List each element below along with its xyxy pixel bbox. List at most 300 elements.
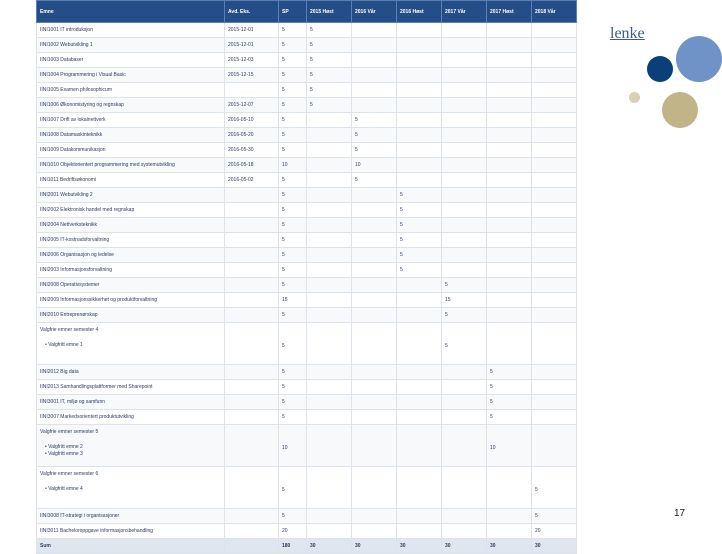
semester-credits-cell [487,173,532,188]
credits-cell: 5 [279,68,307,83]
course-name-cell [37,143,225,158]
semester-credits-cell [397,509,442,524]
semester-credits-cell [352,293,397,308]
semester-credits-cell [307,308,352,323]
semester-credits-cell: 5 [487,365,532,380]
semester-credits-cell [307,173,352,188]
credits-cell: 5 [279,263,307,278]
course-name: IINI3001 IT, miljø og samfunn [40,399,106,405]
exam-date-cell [225,218,279,233]
credits-cell: 5 [279,323,307,365]
lenke-link[interactable]: lenke [610,25,645,42]
table-row [37,173,577,188]
semester-credits-cell [352,68,397,83]
semester-credits-cell: 20 [532,524,577,539]
semester-credits-cell [442,509,487,524]
semester-credits-cell [307,248,352,263]
exam-date-cell [225,380,279,395]
course-name: IINI3011 Bacheloroppgave informasjonsbehandling [40,528,154,534]
semester-credits-cell [487,218,532,233]
course-name-cell [37,158,225,173]
semester-credits-cell: 30 [442,539,487,554]
semester-credits-cell [352,410,397,425]
semester-credits-cell [442,68,487,83]
semester-credits-cell: 5 [442,323,487,365]
semester-credits-cell [397,173,442,188]
semester-credits-cell [352,38,397,53]
semester-credits-cell [442,395,487,410]
semester-credits-cell [442,248,487,263]
credits-cell: 5 [279,23,307,38]
course-name-cell [37,98,225,113]
course-name: IINI2008 Operativsystemer [40,282,100,288]
semester-credits-cell [532,23,577,38]
semester-credits-cell [442,53,487,68]
table-row [37,380,577,395]
exam-date-cell [225,425,279,467]
semester-credits-cell [442,203,487,218]
semester-credits-cell [487,143,532,158]
exam-date-cell [225,278,279,293]
semester-credits-cell [397,83,442,98]
elective-item: • Valgfritt emne 3 [45,451,83,457]
semester-credits-cell [442,98,487,113]
table-row [37,233,577,248]
course-name-cell [37,173,225,188]
semester-credits-cell [307,113,352,128]
credits-cell: 5 [279,410,307,425]
exam-date-cell [225,233,279,248]
column-header: Avd. Eks. [225,1,279,23]
course-name: Valgfrie emner semester 5 [40,429,99,435]
elective-item: • Valgfritt emne 2 [45,444,83,450]
credits-cell: 180 [279,539,307,554]
semester-credits-cell: 5 [397,233,442,248]
semester-credits-cell [442,524,487,539]
semester-credits-cell [397,68,442,83]
course-name-cell [37,233,225,248]
credits-cell: 20 [279,524,307,539]
semester-credits-cell [352,23,397,38]
semester-credits-cell: 30 [397,539,442,554]
semester-credits-cell [532,395,577,410]
column-header: SP [279,1,307,23]
course-name: IINI1006 Økonomistyring og regnskap [40,102,124,108]
semester-credits-cell: 5 [352,143,397,158]
semester-credits-cell [397,380,442,395]
semester-credits-cell: 5 [307,23,352,38]
semester-credits-cell [442,425,487,467]
semester-credits-cell [487,278,532,293]
credits-cell: 5 [279,38,307,53]
course-name-cell [37,293,225,308]
semester-credits-cell [352,467,397,509]
course-name: IINI2013 Samhandlingsplattformer med Sharepoint [40,384,153,390]
semester-credits-cell: 30 [487,539,532,554]
credits-cell: 5 [279,467,307,509]
exam-date-cell: 2016-05-02 [225,173,279,188]
semester-credits-cell [487,83,532,98]
semester-credits-cell [397,425,442,467]
semester-credits-cell [397,524,442,539]
course-name: IINI2004 Nettverksteknikk [40,222,97,228]
course-name-cell [37,263,225,278]
semester-credits-cell [397,365,442,380]
page-number: 17 [674,508,686,519]
table-row [37,98,577,113]
table-row [37,38,577,53]
semester-credits-cell [532,188,577,203]
exam-date-cell: 2015-12-01 [225,23,279,38]
semester-credits-cell [532,143,577,158]
course-name: IINI2003 Informasjonsforvaltning [40,267,112,273]
semester-credits-cell [352,263,397,278]
semester-credits-cell: 5 [307,83,352,98]
credits-cell: 5 [279,218,307,233]
semester-credits-cell [352,524,397,539]
semester-credits-cell [487,293,532,308]
semester-credits-cell: 5 [307,98,352,113]
semester-credits-cell [532,53,577,68]
semester-credits-cell [487,113,532,128]
table-row [37,365,577,380]
semester-credits-cell [532,248,577,263]
course-name: IINI1003 Databaser [40,57,84,63]
course-name-cell [37,113,225,128]
course-name-cell [37,410,225,425]
semester-credits-cell [352,83,397,98]
semester-credits-cell [352,425,397,467]
semester-credits-cell [307,395,352,410]
course-name: IINI2006 Organisasjon og ledelse [40,252,114,258]
semester-credits-cell [487,509,532,524]
course-name: IINI3007 Markedsorientert produktutvikling [40,414,134,420]
course-name-cell [37,83,225,98]
semester-credits-cell [307,524,352,539]
semester-credits-cell [487,233,532,248]
semester-credits-cell: 5 [307,38,352,53]
course-name-cell [37,248,225,263]
exam-date-cell [225,83,279,98]
semester-credits-cell [352,98,397,113]
semester-credits-cell: 5 [352,113,397,128]
semester-credits-cell [397,98,442,113]
semester-credits-cell [397,113,442,128]
semester-credits-cell [532,68,577,83]
exam-date-cell: 2015-12-15 [225,68,279,83]
semester-credits-cell [397,308,442,323]
semester-credits-cell [532,308,577,323]
semester-credits-cell [532,38,577,53]
credits-cell: 5 [279,395,307,410]
table-row [37,113,577,128]
semester-credits-cell [532,173,577,188]
semester-credits-cell [442,158,487,173]
semester-credits-cell [487,53,532,68]
semester-credits-cell [307,188,352,203]
course-name-cell [37,395,225,410]
semester-credits-cell [307,128,352,143]
table-row [37,23,577,38]
semester-credits-cell [487,98,532,113]
semester-credits-cell: 5 [487,380,532,395]
semester-credits-cell [307,278,352,293]
table-row [37,278,577,293]
exam-date-cell [225,263,279,278]
course-name-cell [37,278,225,293]
semester-credits-cell [397,395,442,410]
course-name-cell [37,425,225,467]
course-name-cell [37,380,225,395]
semester-credits-cell: 5 [307,68,352,83]
semester-credits-cell [307,509,352,524]
semester-credits-cell [442,143,487,158]
course-name-cell [37,524,225,539]
semester-credits-cell [487,323,532,365]
table-row [37,158,577,173]
semester-credits-cell [532,410,577,425]
course-name: IINI1005 Examen philosophicum [40,87,112,93]
course-name: IINI2005 IT-kostnadsforvaltning [40,237,110,243]
course-name-cell [37,23,225,38]
credits-cell: 5 [279,509,307,524]
semester-credits-cell [487,68,532,83]
course-name: IINI1004 Programmering i Visual Basic [40,72,126,78]
semester-credits-cell [487,248,532,263]
course-name-cell [37,128,225,143]
exam-date-cell [225,509,279,524]
course-name: IINI2010 Entreprenørskap [40,312,98,318]
semester-credits-cell [487,467,532,509]
semester-credits-cell: 5 [307,53,352,68]
table-row [37,68,577,83]
semester-credits-cell [352,278,397,293]
semester-credits-cell [487,263,532,278]
credits-cell: 5 [279,278,307,293]
semester-credits-cell: 10 [487,425,532,467]
semester-credits-cell [307,323,352,365]
semester-credits-cell: 5 [397,188,442,203]
semester-credits-cell [352,308,397,323]
semester-credits-cell [532,203,577,218]
course-name: IINI2002 Elektronisk handel med regnskap [40,207,135,213]
exam-date-cell: 2015-12-01 [225,38,279,53]
semester-credits-cell: 5 [442,278,487,293]
semester-credits-cell: 5 [442,308,487,323]
exam-date-cell [225,539,279,554]
credits-cell: 5 [279,308,307,323]
credits-cell: 5 [279,173,307,188]
semester-credits-cell [307,425,352,467]
course-name: IINI2012 Big data [40,369,79,375]
course-name: Sum [40,543,51,549]
credits-cell: 5 [279,53,307,68]
semester-credits-cell: 5 [397,248,442,263]
semester-credits-cell [307,467,352,509]
table-row [37,323,577,365]
credits-cell: 5 [279,380,307,395]
semester-credits-cell [307,218,352,233]
semester-credits-cell: 5 [397,218,442,233]
course-name-cell [37,365,225,380]
credits-cell: 5 [279,143,307,158]
semester-credits-cell [397,410,442,425]
table-row [37,293,577,308]
column-header: Emne [37,1,225,23]
credits-cell: 5 [279,233,307,248]
semester-credits-cell [487,158,532,173]
semester-credits-cell [532,158,577,173]
semester-credits-cell [532,263,577,278]
table-row [37,83,577,98]
table-row [37,188,577,203]
course-name: Valgfrie emner semester 6 [40,471,99,477]
semester-credits-cell [532,425,577,467]
course-name-cell [37,467,225,509]
semester-credits-cell [307,365,352,380]
semester-credits-cell [532,128,577,143]
exam-date-cell: 2016-05-10 [225,113,279,128]
semester-credits-cell: 30 [532,539,577,554]
table-row [37,203,577,218]
table-row [37,410,577,425]
exam-date-cell [225,248,279,263]
exam-date-cell [225,524,279,539]
semester-credits-cell [307,380,352,395]
course-table [36,0,577,554]
semester-credits-cell [442,410,487,425]
table-row [37,128,577,143]
semester-credits-cell [352,218,397,233]
semester-credits-cell [487,308,532,323]
semester-credits-cell [352,323,397,365]
decorative-circle-dark [647,56,673,82]
table-row [37,425,577,467]
semester-credits-cell [352,233,397,248]
credits-cell: 10 [279,158,307,173]
semester-credits-cell [352,188,397,203]
course-name: IINI1009 Datakommunikasjon [40,147,106,153]
semester-credits-cell: 5 [352,128,397,143]
credits-cell: 5 [279,248,307,263]
semester-credits-cell [307,293,352,308]
column-header: 2016 Høst [397,1,442,23]
course-name-cell [37,323,225,365]
semester-credits-cell [442,113,487,128]
exam-date-cell: 2016-05-30 [225,143,279,158]
semester-credits-cell: 5 [397,263,442,278]
course-name-cell [37,68,225,83]
semester-credits-cell [397,53,442,68]
column-header: 2018 Vår [532,1,577,23]
semester-credits-cell: 5 [532,509,577,524]
credits-cell: 5 [279,128,307,143]
semester-credits-cell [397,38,442,53]
exam-date-cell [225,308,279,323]
semester-credits-cell [307,158,352,173]
semester-credits-cell [532,323,577,365]
table-row [37,248,577,263]
semester-credits-cell [397,293,442,308]
semester-credits-cell: 5 [487,410,532,425]
course-name: IINI1002 Webutvikling 1 [40,42,93,48]
course-name-cell [37,218,225,233]
semester-credits-cell [352,53,397,68]
table-row [37,263,577,278]
semester-credits-cell [532,218,577,233]
exam-date-cell [225,188,279,203]
course-name: IINI1008 Datamaskinteknikk [40,132,103,138]
course-name-cell [37,188,225,203]
credits-cell: 5 [279,188,307,203]
exam-date-cell [225,410,279,425]
table-row [37,308,577,323]
column-header: 2017 Høst [487,1,532,23]
semester-credits-cell [442,218,487,233]
semester-credits-cell [352,365,397,380]
semester-credits-cell [397,278,442,293]
semester-credits-cell [487,188,532,203]
course-name: IINI1010 Objektorientert programmering med systemutvikling [40,162,175,168]
decorative-circle-small [629,92,640,103]
semester-credits-cell [442,83,487,98]
semester-credits-cell [307,203,352,218]
decorative-circle-blue [676,36,722,82]
exam-date-cell [225,293,279,308]
table-row [37,395,577,410]
semester-credits-cell [397,23,442,38]
semester-credits-cell [442,23,487,38]
exam-date-cell: 2016-05-20 [225,128,279,143]
semester-credits-cell [307,143,352,158]
exam-date-cell: 2016-05-18 [225,158,279,173]
semester-credits-cell [397,158,442,173]
semester-credits-cell: 30 [307,539,352,554]
semester-credits-cell [442,188,487,203]
exam-date-cell: 2015-12-07 [225,98,279,113]
semester-credits-cell [307,263,352,278]
table-row [37,143,577,158]
semester-credits-cell [532,113,577,128]
semester-credits-cell [397,467,442,509]
exam-date-cell [225,467,279,509]
course-name-cell [37,38,225,53]
semester-credits-cell [532,83,577,98]
course-name: IINI2001 Webutvikling 2 [40,192,93,198]
credits-cell: 5 [279,83,307,98]
exam-date-cell [225,323,279,365]
course-name-cell [37,509,225,524]
column-header: 2016 Vår [352,1,397,23]
semester-credits-cell [442,365,487,380]
semester-credits-cell [352,380,397,395]
semester-credits-cell [532,365,577,380]
semester-credits-cell [397,143,442,158]
semester-credits-cell [532,98,577,113]
semester-credits-cell [307,410,352,425]
semester-credits-cell: 5 [487,395,532,410]
elective-item: • Valgfritt emne 1 [45,342,83,348]
credits-cell: 5 [279,98,307,113]
semester-credits-cell [532,293,577,308]
table-row [37,524,577,539]
course-name: IINI1001 IT introduksjon [40,27,93,33]
semester-credits-cell [532,380,577,395]
table-row [37,218,577,233]
semester-credits-cell [487,23,532,38]
column-header: 2015 Høst [307,1,352,23]
semester-credits-cell [442,173,487,188]
